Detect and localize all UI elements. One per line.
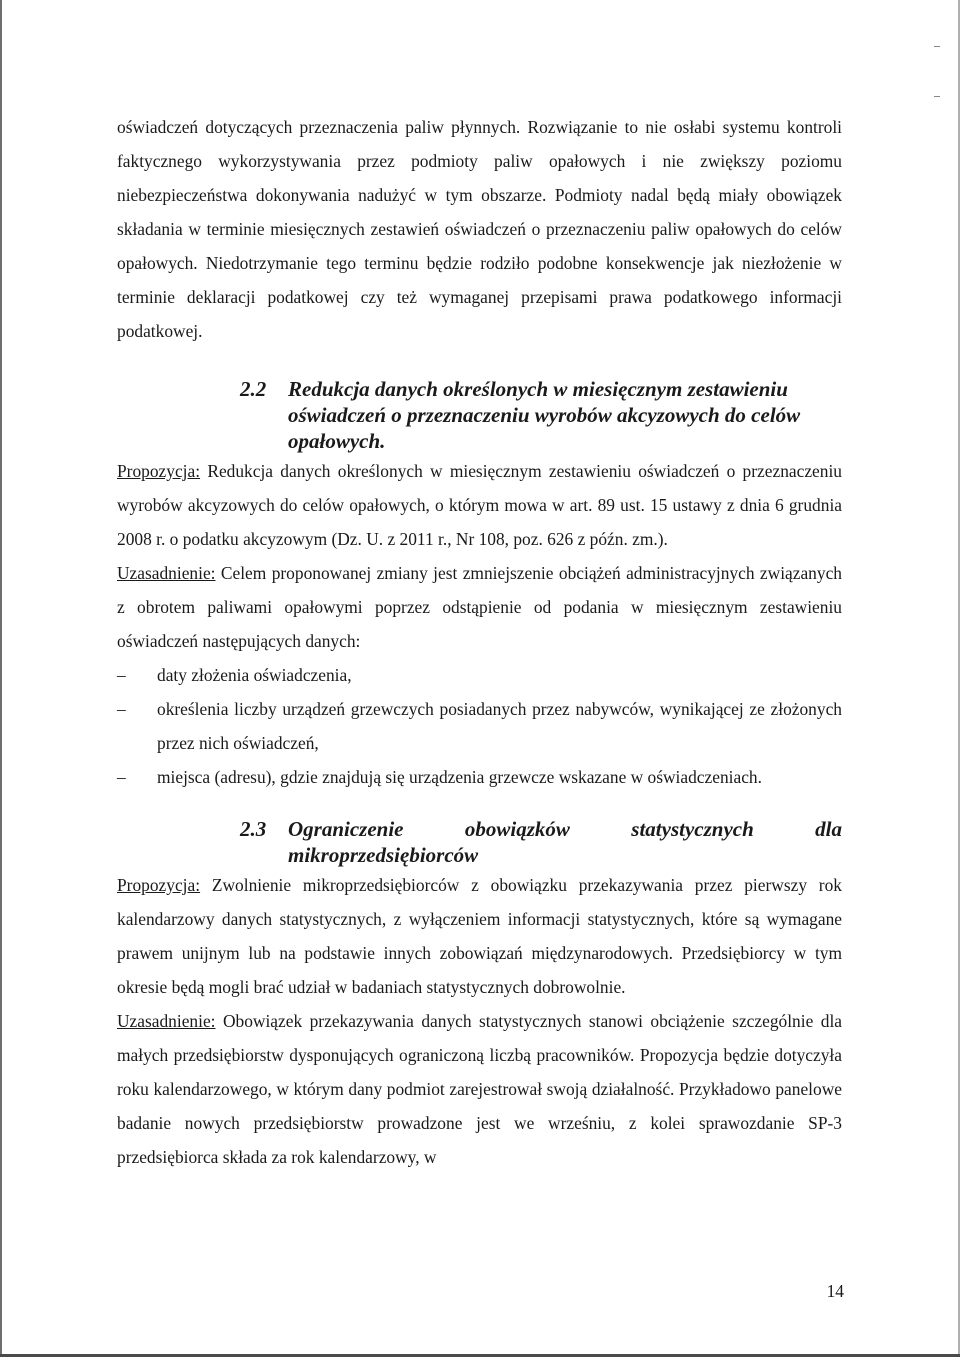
title-word: statystycznych xyxy=(631,817,754,841)
scan-mark xyxy=(934,46,940,47)
paragraph-intro: oświadczeń dotyczących przeznaczenia paliw płynnych. Rozwiązanie to nie osłabi systemu kontroli faktycznego wykorzystywania przez podmioty paliw opałowych i nie zwiększy poziomu niebezpieczeństwa dokonywania nadużyć w tym obszarze. Podmioty nadal będą miały obowiązek składania w terminie miesięcznych zestawień oświadczeń o przeznaczeniu paliw opałowych do celów opałowych. Niedotrzymanie tego terminu będzie rodziło podobne konsekwencje jak niezłożenie w terminie deklaracji podatkowej czy też wymaganej przepisami prawa podatkowego informacji podatkowej. xyxy=(117,117,842,341)
scan-edge-left xyxy=(0,0,2,1357)
title-word: obowiązków xyxy=(464,817,570,841)
data-items-list xyxy=(117,658,842,794)
list-dash: – xyxy=(117,767,126,787)
list-item-text: daty złożenia oświadczenia, xyxy=(157,665,352,685)
section-title: Redukcja danych określonych w miesięcznym zestawieniu oświadczeń o przeznaczeniu wyrobów akcyzowych do celów opałowych. xyxy=(288,377,801,453)
proposal-paragraph xyxy=(117,868,842,1004)
title-word: Ograniczenie xyxy=(288,817,404,841)
list-item xyxy=(117,760,842,794)
proposal-text: Redukcja danych określonych w miesięcznym zestawieniu oświadczeń o przeznaczeniu wyrobów akcyzowych do celów opałowych, o którym mowa w art. 89 ust. 15 ustawy z dnia 6 grudnia 2008 r. o podatku akcyzowym (Dz. U. z 2011 r., Nr 108, poz. 626 z późn. zm.). xyxy=(117,461,842,549)
document-body xyxy=(117,110,842,1174)
section-number: 2.3 xyxy=(240,817,267,841)
section-number: 2.2 xyxy=(240,377,267,401)
proposal-label: Propozycja: xyxy=(117,875,201,895)
justification-text: Celem proponowanej zmiany jest zmniejszenie obciążeń administracyjnych związanych z obrotem paliwami opałowymi poprzez odstąpienie od podania w miesięcznym zestawieniu oświadczeń następujących danych: xyxy=(117,563,842,651)
justification-text: Obowiązek przekazywania danych statystycznych stanowi obciążenie szczególnie dla małych przedsiębiorstw dysponujących ograniczoną liczbą pracowników. Propozycja będzie dotyczyła roku kalendarzowego, w którym dany podmiot zarejestrował swoją działalność. Przykładowo panelowe badanie nowych przedsiębiorstw prowadzone jest we wrześniu, z kolei sprawozdanie SP-3 przedsiębiorca składa za rok kalendarzowy, w xyxy=(117,1011,842,1167)
title-word: dla xyxy=(815,817,842,841)
justification-label: Uzasadnienie: xyxy=(117,1011,216,1031)
list-item-text: miejsca (adresu), gdzie znajdują się urządzenia grzewcze wskazane w oświadczeniach. xyxy=(157,767,762,787)
list-item xyxy=(117,658,842,692)
page-number: 14 xyxy=(826,1281,844,1301)
proposal-text: Zwolnienie mikroprzedsiębiorców z obowiązku przekazywania przez pierwszy rok kalendarzowy danych statystycznych, z wyłączeniem informacji statystycznych, które są wymagane prawem unijnym lub na podstawie innych zobowiązań międzynarodowych. Przedsiębiorcy w tym okresie będą mogli brać udział w badaniach statystycznych dobrowolnie. xyxy=(117,875,842,997)
justification-paragraph xyxy=(117,556,842,658)
list-dash: – xyxy=(117,699,126,719)
section-title-line-1 xyxy=(288,816,842,842)
spacer xyxy=(117,794,842,816)
list-item-text: określenia liczby urządzeń grzewczych posiadanych przez nabywców, wynikającej ze złożonych przez nich oświadczeń, xyxy=(157,699,842,753)
section-title-line-2: mikroprzedsiębiorców xyxy=(288,843,479,867)
section-heading-2-2 xyxy=(117,376,842,454)
proposal-paragraph xyxy=(117,454,842,556)
justification-label: Uzasadnienie: xyxy=(117,563,216,583)
section-heading-2-3 xyxy=(117,816,842,868)
list-item xyxy=(117,692,842,760)
justification-paragraph xyxy=(117,1004,842,1174)
proposal-label: Propozycja: xyxy=(117,461,201,481)
scan-mark xyxy=(934,96,940,97)
spacer xyxy=(117,348,842,376)
section-title xyxy=(288,816,842,868)
list-dash: – xyxy=(117,665,126,685)
